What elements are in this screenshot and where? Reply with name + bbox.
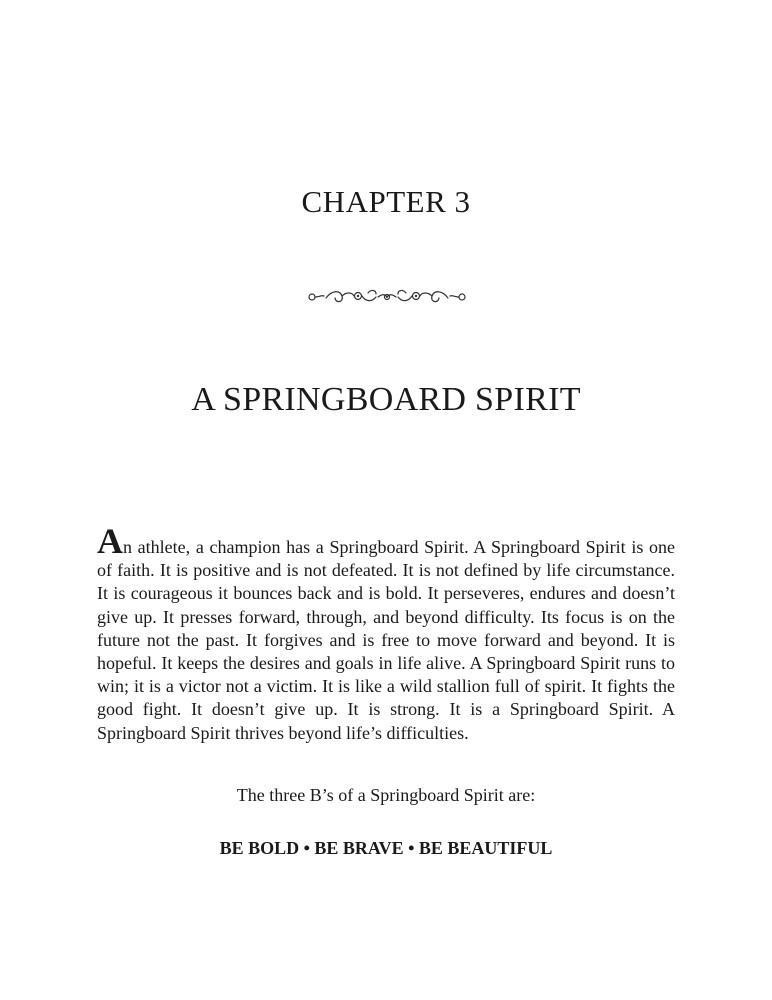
scroll-flourish-icon: [306, 284, 468, 310]
drop-cap: A: [97, 521, 123, 561]
chapter-label: CHAPTER 3: [301, 184, 471, 219]
paragraph-text: n athlete, a champion has a Springboard Spirit. A Springboard Spirit is one of faith. It is positive and is not defeated. It is not defined by life circumstance. It is courageous it bounces back and is bold. It perseveres, endures and doesn’t give up. It presses forward, through, and beyond difficulty. Its focus is on the future not the past. It forgives and is free to move forward and beyond. It is hopeful. It keeps the desires and goals in life alive. A Springboard Spirit runs to win; it is a victor not a victim. It is like a wild stallion full of spirit. It fights the good fight. It doesn’t give up. It is strong. It is a Springboard Spirit. A Springboard Spirit thrives beyond life’s difficulties.: [97, 537, 675, 743]
chapter-title: A SPRINGBOARD SPIRIT: [191, 381, 581, 418]
body-paragraph: [97, 521, 675, 745]
closing-line: The three B’s of a Springboard Spirit are:: [236, 785, 536, 805]
motto-line: BE BOLD • BE BRAVE • BE BEAUTIFUL: [219, 838, 553, 858]
